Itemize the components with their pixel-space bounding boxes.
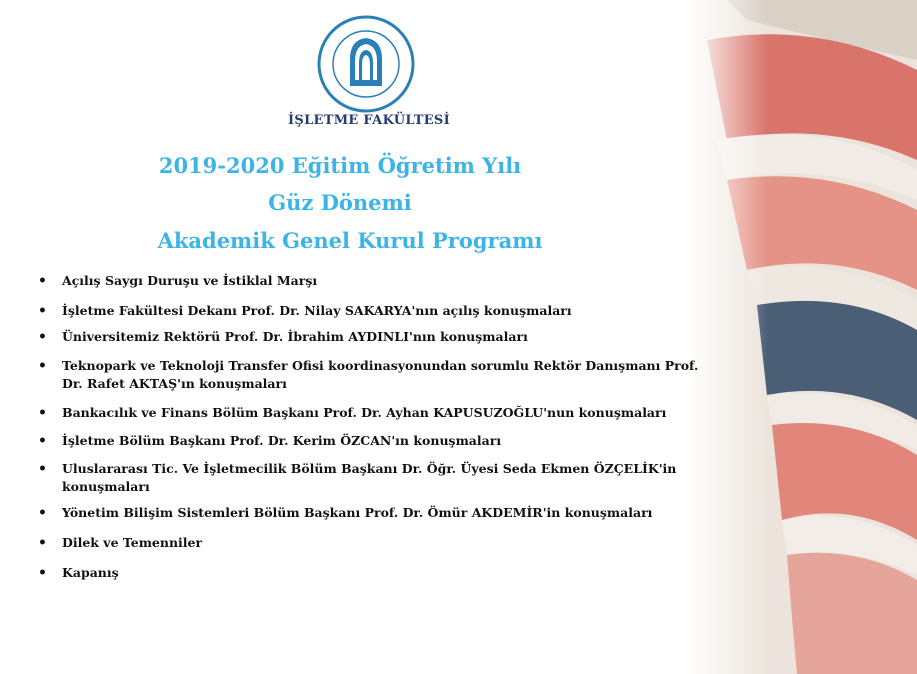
list-item: • Teknopark ve Teknoloji Transfer Ofisi koordinasyonundan sorumlu Rektör Danışmanı Prof. Dr. Rafet AKTAŞ'ın konuşmaları: [34, 357, 714, 393]
list-item: • Açılış Saygı Duruşu ve İstiklal Marşı: [34, 272, 714, 290]
list-item: • Uluslararası Tic. Ve İşletmecilik Bölüm Başkanı Dr. Öğr. Üyesi Seda Ekmen ÖZÇELİK'in konuşmaları: [34, 460, 714, 496]
faculty-name: İŞLETME FAKÜLTESİ: [288, 113, 450, 128]
title-term: Güz Dönemi: [268, 190, 412, 215]
title-academic-year: 2019-2020 Eğitim Öğretim Yılı: [158, 153, 522, 178]
list-item: • Üniversitemiz Rektörü Prof. Dr. İbrahim AYDINLI'nın konuşmaları: [34, 328, 714, 346]
list-item: • Dilek ve Temenniler: [34, 534, 714, 552]
books-illustration: [687, 0, 917, 674]
list-item: • Bankacılık ve Finans Bölüm Başkanı Prof. Dr. Ayhan KAPUSUZOĞLU'nun konuşmaları: [34, 404, 714, 422]
title-program: Akademik Genel Kurul Programı: [157, 228, 543, 253]
program-list: [34, 272, 714, 582]
list-item: • Kapanış: [34, 564, 714, 582]
university-logo: [316, 14, 416, 114]
list-item: • Yönetim Bilişim Sistemleri Bölüm Başkanı Prof. Dr. Ömür AKDEMİR'in konuşmaları: [34, 504, 702, 522]
list-item: • İşletme Fakültesi Dekanı Prof. Dr. Nilay SAKARYA'nın açılış konuşmaları: [34, 302, 714, 320]
list-item: • İşletme Bölüm Başkanı Prof. Dr. Kerim ÖZCAN'ın konuşmaları: [34, 432, 714, 450]
